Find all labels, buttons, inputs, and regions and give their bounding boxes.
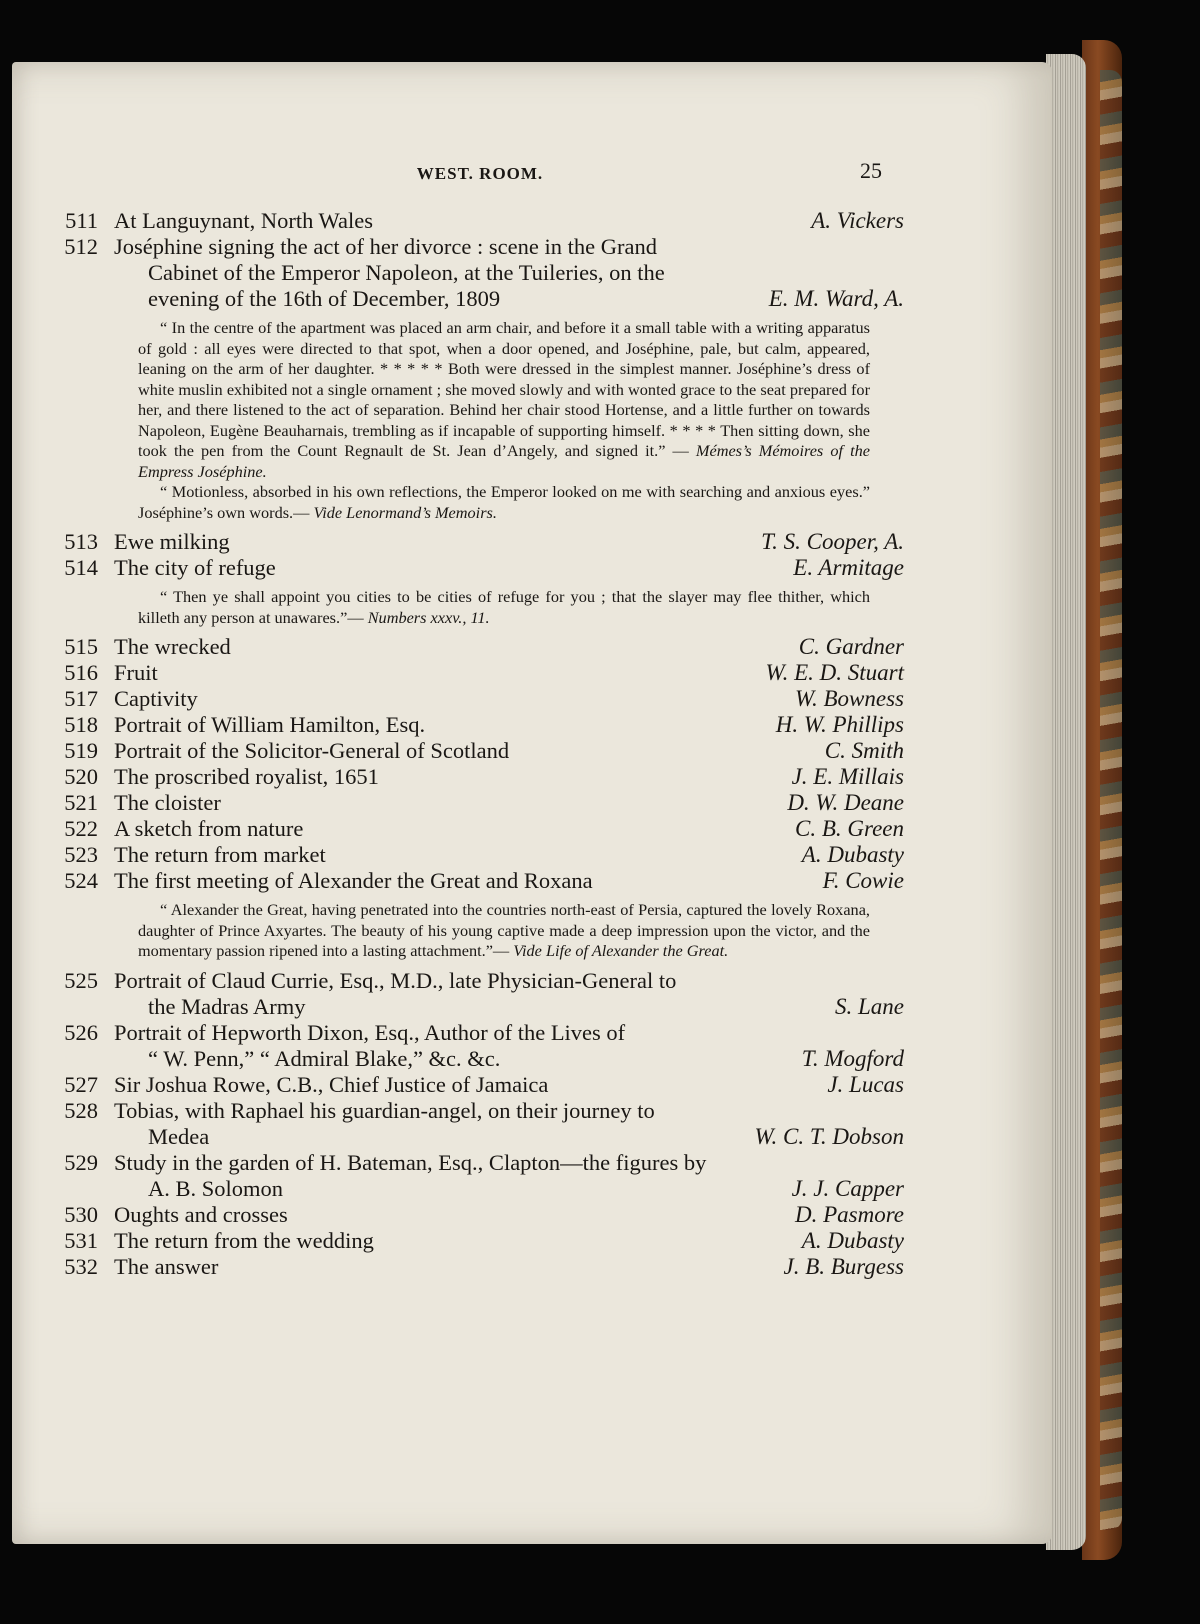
entry-number: 532 <box>64 1253 98 1279</box>
quotation-paragraph <box>138 318 870 482</box>
entry-line <box>52 1098 904 1124</box>
entry-line <box>52 1072 904 1098</box>
entry-title: Portrait of Hepworth Dixon, Esq., Author of the Lives of <box>114 1019 626 1045</box>
entry-line <box>52 208 904 234</box>
entry-number: 512 <box>64 234 98 259</box>
entry-title: Portrait of the Solicitor-General of Scotland <box>114 738 510 763</box>
entry-number: 513 <box>64 529 98 554</box>
entry-artist: T. S. Cooper, A. <box>761 529 904 554</box>
entry-number: 516 <box>64 660 98 685</box>
entry-number: 525 <box>64 967 98 993</box>
entry-line <box>52 1020 904 1046</box>
quotation-citation: Mémes’s Mémoires of the Empress Joséphine. <box>138 441 870 481</box>
entry-quotation <box>138 318 870 523</box>
catalogue-entries <box>52 208 904 1280</box>
entry-number: 518 <box>64 712 98 737</box>
entry-artist: D. W. Deane <box>787 790 904 815</box>
entry-title: Medea <box>148 1123 210 1149</box>
entry-number: 524 <box>64 868 98 893</box>
entry-number: 531 <box>64 1227 98 1253</box>
entry-artist: H. W. Phillips <box>775 712 904 737</box>
entry-line <box>52 868 904 894</box>
entry-title: A sketch from nature <box>114 816 304 841</box>
entry-title: Cabinet of the Emperor Napoleon, at the Tuileries, on the <box>148 260 665 285</box>
entry-line <box>52 816 904 842</box>
entry-artist: W. C. T. Dobson <box>754 1123 904 1149</box>
entry-title: Fruit <box>114 660 158 685</box>
entry-title: The wrecked <box>114 634 231 659</box>
entry-number: 523 <box>64 842 98 867</box>
entry-line <box>52 1124 904 1150</box>
entry-line <box>52 1046 904 1072</box>
entry-artist: T. Mogford <box>801 1045 904 1071</box>
entry-line <box>52 660 904 686</box>
entry-number: 528 <box>64 1097 98 1123</box>
entry-title: the Madras Army <box>148 993 306 1019</box>
entry-artist: F. Cowie <box>822 868 904 893</box>
entry-number: 520 <box>64 764 98 789</box>
entry-title: The proscribed royalist, 1651 <box>114 764 379 789</box>
quotation-citation: Numbers xxxv., 11. <box>367 607 490 627</box>
entry-quotation <box>138 900 870 962</box>
entry-number: 515 <box>64 634 98 659</box>
entry-number: 521 <box>64 790 98 815</box>
entry-artist: S. Lane <box>835 993 904 1019</box>
entry-artist: C. Gardner <box>798 634 904 659</box>
quotation-text: “ In the centre of the apartment was placed an arm chair, and before it a small table with a writing apparatus of gold : all eyes were directed to that spot, when a door opened, and Joséphine, pale, but calm, appeared, leaning on the arm of her daughter. * * * * * Both were dressed in the simplest manner. Joséphine’s dress of white muslin exhibited not a single ornament ; she moved slowly and with wonted grace to the seat prepared for her, and there listened to the act of separation. Behind her chair stood Hortense, and a little further on towards Napoleon, Eugène Beauharnais, trembling as if incapable of supporting himself. * * * * Then sitting down, she took the pen from the Count Regnault de St. Jean d’Angely, and signed it.” — <box>138 318 870 460</box>
entry-artist: C. Smith <box>824 738 904 763</box>
entry-artist: D. Pasmore <box>794 1201 904 1227</box>
quotation-citation: Vide Lenormand’s Memoirs. <box>313 502 497 522</box>
entry-line <box>52 529 904 555</box>
entry-line <box>52 1228 904 1254</box>
entry-line <box>52 555 904 581</box>
entry-title: The return from the wedding <box>114 1227 374 1253</box>
entry-line <box>52 634 904 660</box>
entry-title: At Languynant, North Wales <box>114 208 373 233</box>
entry-title: Joséphine signing the act of her divorce : scene in the Grand <box>114 234 657 259</box>
entry-title: Study in the garden of H. Bateman, Esq., Clapton—the figures by <box>114 1149 707 1175</box>
entry-artist: J. B. Burgess <box>783 1253 904 1279</box>
entry-title: A. B. Solomon <box>148 1175 284 1201</box>
entry-line <box>52 764 904 790</box>
entry-artist: W. Bowness <box>794 686 904 711</box>
entry-number: 527 <box>64 1071 98 1097</box>
entry-artist: J. J. Capper <box>791 1175 904 1201</box>
entry-artist: C. B. Green <box>794 816 904 841</box>
entry-line <box>52 968 904 994</box>
entry-number: 530 <box>64 1201 98 1227</box>
entry-line <box>52 260 904 286</box>
entry-line <box>52 994 904 1020</box>
entry-title: Captivity <box>114 686 198 711</box>
entry-title: Ewe milking <box>114 529 230 554</box>
entry-line <box>52 790 904 816</box>
entry-title: The answer <box>114 1253 219 1279</box>
entry-title: Portrait of William Hamilton, Esq. <box>114 712 426 737</box>
entry-title: Tobias, with Raphael his guardian-angel, on their journey to <box>114 1097 655 1123</box>
entry-artist: A. Vickers <box>811 208 904 233</box>
running-header: WEST. ROOM. <box>416 164 544 183</box>
entry-title: The first meeting of Alexander the Great and Roxana <box>114 868 593 893</box>
entry-quotation <box>138 587 870 628</box>
entry-artist: A. Dubasty <box>801 1227 904 1253</box>
entry-title: “ W. Penn,” “ Admiral Blake,” &c. &c. <box>148 1045 501 1071</box>
entry-line <box>52 286 904 312</box>
entry-number: 526 <box>64 1019 98 1045</box>
entry-line <box>52 234 904 260</box>
entry-line <box>52 1202 904 1228</box>
entry-number: 514 <box>64 555 98 580</box>
entry-line <box>52 1150 904 1176</box>
entry-line <box>52 842 904 868</box>
entry-title: evening of the 16th of December, 1809 <box>148 286 501 311</box>
entry-line <box>52 712 904 738</box>
entry-title: Oughts and crosses <box>114 1201 288 1227</box>
page-number: 25 <box>860 158 882 183</box>
entry-artist: E. M. Ward, A. <box>768 286 904 311</box>
entry-artist: J. E. Millais <box>791 764 904 789</box>
entry-title: The return from market <box>114 842 326 867</box>
entry-line <box>52 738 904 764</box>
entry-number: 519 <box>64 738 98 763</box>
entry-line <box>52 686 904 712</box>
entry-artist: W. E. D. Stuart <box>765 660 904 685</box>
entry-artist: E. Armitage <box>793 555 904 580</box>
entry-number: 517 <box>64 686 98 711</box>
entry-title: The city of refuge <box>114 555 276 580</box>
entry-number: 529 <box>64 1149 98 1175</box>
entry-line <box>52 1254 904 1280</box>
quotation-paragraph <box>138 587 870 628</box>
quotation-paragraph <box>138 482 870 523</box>
entry-line <box>52 1176 904 1202</box>
entry-artist: J. Lucas <box>827 1071 904 1097</box>
entry-title: Portrait of Claud Currie, Esq., M.D., late Physician-General to <box>114 967 677 993</box>
quotation-paragraph <box>138 900 870 962</box>
entry-number: 511 <box>65 208 98 233</box>
quotation-text: “ Alexander the Great, having penetrated into the countries north-east of Persia, captured the lovely Roxana, daughter of Prince Axyartes. The beauty of his young captive made a deep impression upon the victor, and the momentary passion ripened into a lasting attachment.”— <box>138 900 870 960</box>
entry-artist: A. Dubasty <box>801 842 904 867</box>
entry-title: Sir Joshua Rowe, C.B., Chief Justice of Jamaica <box>114 1071 549 1097</box>
quotation-text: “ Then ye shall appoint you cities to be cities of refuge for you ; that the slayer may flee thither, which killeth any person at unawares.”— <box>138 587 870 627</box>
quotation-text: “ Motionless, absorbed in his own reflections, the Emperor looked on me with searching and anxious eyes.” Joséphine’s own words.— <box>138 482 870 522</box>
entry-title: The cloister <box>114 790 221 815</box>
quotation-citation: Vide Life of Alexander the Great. <box>513 941 729 960</box>
entry-number: 522 <box>64 816 98 841</box>
